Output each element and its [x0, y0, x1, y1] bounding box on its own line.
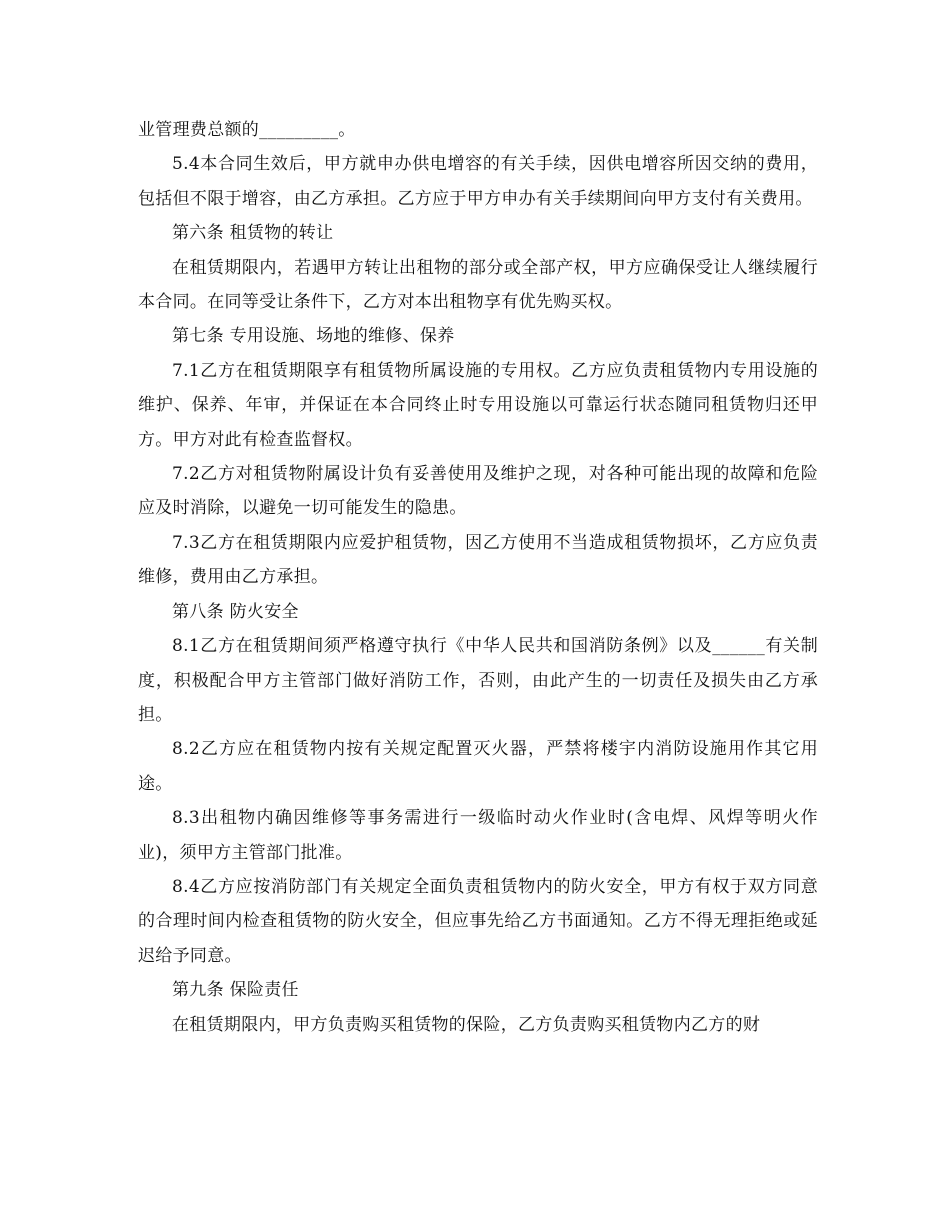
- paragraph-continuation: 业管理费总额的_________。: [138, 120, 356, 140]
- paragraph-8-3: 8.3出租物内确因维修等事务需进行一级临时动火作业时(含电焊、风焊等明火作业)，须甲方主管部门批准。: [138, 808, 818, 863]
- paragraph-7-3: 7.3乙方在租赁期限内应爱护租赁物，因乙方使用不当造成租赁物损坏，乙方应负责维修，费用由乙方承担。: [138, 532, 818, 588]
- paragraph-article-6: 在租赁期限内，若遇甲方转让出租物的部分或全部产权，甲方应确保受让人继续履行本合同。在同等受让条件下，乙方对本出租物享有优先购买权。: [138, 257, 818, 313]
- paragraph-7-2: 7.2乙方对租赁物附属设计负有妥善使用及维护之现，对各种可能出现的故障和危险应及时消除，以避免一切可能发生的隐患。: [138, 464, 818, 519]
- heading-article-9: 第九条 保险责任: [172, 980, 299, 1001]
- heading-article-6: 第六条 租赁物的转让: [172, 223, 334, 244]
- paragraph-article-9: 在租赁期限内，甲方负责购买租赁物的保险，乙方负责购买租赁物内乙方的财: [172, 1014, 761, 1035]
- paragraph-8-4: 8.4乙方应按消防部门有关规定全面负责租赁物内的防火安全，甲方有权于双方同意的合理时间内检查租赁物的防火安全，但应事先给乙方书面通知。乙方不得无理拒绝或延迟给予同意。: [138, 876, 818, 966]
- paragraph-7-1: 7.1乙方在租赁期限享有租赁物所属设施的专用权。乙方应负责租赁物内专用设施的维护、保养、年审，并保证在本合同终止时专用设施以可靠运行状态随同租赁物归还甲方。甲方对此有检查监督权。: [138, 360, 818, 450]
- document-body: [138, 113, 818, 1042]
- paragraph-5-4: 5.4本合同生效后，甲方就申办供电增容的有关手续，因供电增容所因交纳的费用，包括但不限于增容，由乙方承担。乙方应于甲方申办有关手续期间向甲方支付有关费用。: [138, 154, 818, 209]
- paragraph-8-1: 8.1乙方在租赁期间须严格遵守执行《中华人民共和国消防条例》以及______有关制度，积极配合甲方主管部门做好消防工作，否则，由此产生的一切责任及损失由乙方承担。: [138, 636, 818, 725]
- paragraph-8-2: 8.2乙方应在租赁物内按有关规定配置灭火器，严禁将楼宇内消防设施用作其它用途。: [138, 739, 818, 794]
- heading-article-8: 第八条 防火安全: [172, 601, 299, 622]
- heading-article-7: 第七条 专用设施、场地的维修、保养: [172, 326, 455, 347]
